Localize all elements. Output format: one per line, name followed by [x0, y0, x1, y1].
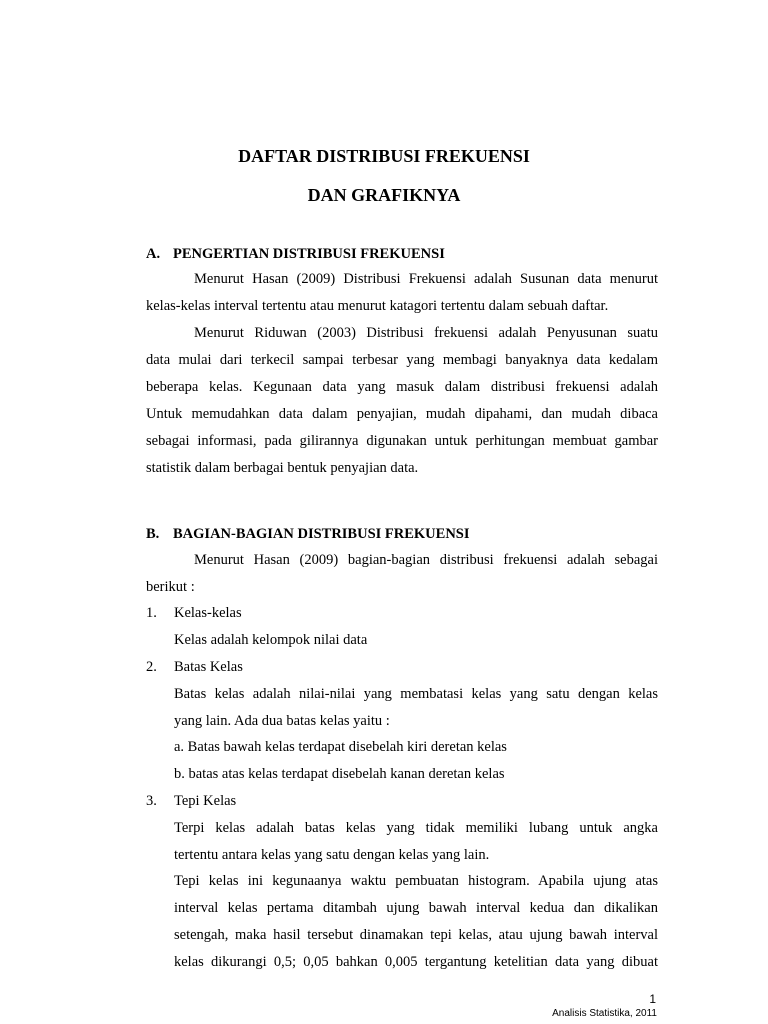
list-item-text: kelas dikurangi 0,5; 0,05 bahkan 0,005 tergantung ketelitian data yang dibuat — [174, 954, 658, 970]
list-item-title-kelas-kelas: Kelas-kelas — [174, 605, 242, 621]
section-a-paragraph-2-line-2: data mulai dari terkecil sampai terbesar yang membagi banyaknya data kedalam — [146, 352, 658, 368]
document-title-line-1: DAFTAR DISTRIBUSI FREKUENSI — [238, 146, 530, 166]
list-item-title-tepi-kelas: Tepi Kelas — [174, 793, 237, 809]
section-a-paragraph-2-line-6: statistik dalam berbagai bentuk penyajian data. — [146, 460, 419, 476]
list-item-text: Tepi kelas ini kegunaanya waktu pembuatan histogram. Apabila ujung atas — [174, 873, 658, 889]
document-title-line-2: DAN GRAFIKNYA — [307, 185, 461, 205]
list-item-text: yang lain. Ada dua batas kelas yaitu : — [174, 713, 390, 729]
section-b-intro-line-2: berikut : — [146, 579, 195, 595]
list-item-text: tertentu antara kelas yang satu dengan kelas yang lain. — [174, 847, 490, 863]
footer-text: Analisis Statistika, 2011 — [552, 1008, 657, 1019]
section-b-heading-text: BAGIAN-BAGIAN DISTRIBUSI FREKUENSI — [173, 526, 470, 542]
list-item-text: Batas kelas adalah nilai-nilai yang membatasi kelas yang satu dengan kelas — [174, 686, 658, 702]
section-b-label: B. — [146, 526, 160, 542]
section-a-paragraph-1-line-1: Menurut Hasan (2009) Distribusi Frekuensi adalah Susunan data menurut — [194, 271, 658, 287]
list-item-number: 3. — [146, 793, 157, 809]
section-a-paragraph-2-line-5: sebagai informasi, pada gilirannya digunakan untuk perhitungan membuat gambar — [146, 433, 658, 449]
list-item-number: 2. — [146, 659, 157, 675]
section-a-paragraph-2-line-4: Untuk memudahkan data dalam penyajian, mudah dipahami, dan mudah dibaca — [146, 406, 658, 422]
section-b-intro-line-1: Menurut Hasan (2009) bagian-bagian distribusi frekuensi adalah sebagai — [194, 552, 658, 568]
list-item-number: 1. — [146, 605, 157, 621]
section-a-paragraph-2-line-3: beberapa kelas. Kegunaan data yang masuk dalam distribusi frekuensi adalah — [146, 379, 658, 395]
list-item-text: Terpi kelas adalah batas kelas yang tidak memiliki lubang untuk angka — [174, 820, 658, 836]
list-item-text: interval kelas pertama ditambah ujung bawah interval kedua dan dikalikan — [174, 900, 658, 916]
page-number: 1 — [649, 992, 656, 1006]
list-item-subpoint-a: a. Batas bawah kelas terdapat disebelah kiri deretan kelas — [174, 739, 507, 755]
list-item-text: Kelas adalah kelompok nilai data — [174, 632, 368, 648]
section-a-paragraph-1-line-2: kelas-kelas interval tertentu atau menurut katagori tertentu dalam sebuah daftar. — [146, 298, 609, 314]
section-a-label: A. — [146, 246, 161, 262]
section-a-paragraph-2-line-1: Menurut Riduwan (2003) Distribusi frekuensi adalah Penyusunan suatu — [194, 325, 658, 341]
section-a-heading — [146, 246, 445, 263]
list-item-text: setengah, maka hasil tersebut dinamakan tepi kelas, atau ujung bawah interval — [174, 927, 658, 943]
list-item-subpoint-b: b. batas atas kelas terdapat disebelah kanan deretan kelas — [174, 766, 505, 782]
section-a-heading-text: PENGERTIAN DISTRIBUSI FREKUENSI — [173, 246, 445, 262]
section-b-heading — [146, 526, 470, 543]
list-item-title-batas-kelas: Batas Kelas — [174, 659, 243, 675]
